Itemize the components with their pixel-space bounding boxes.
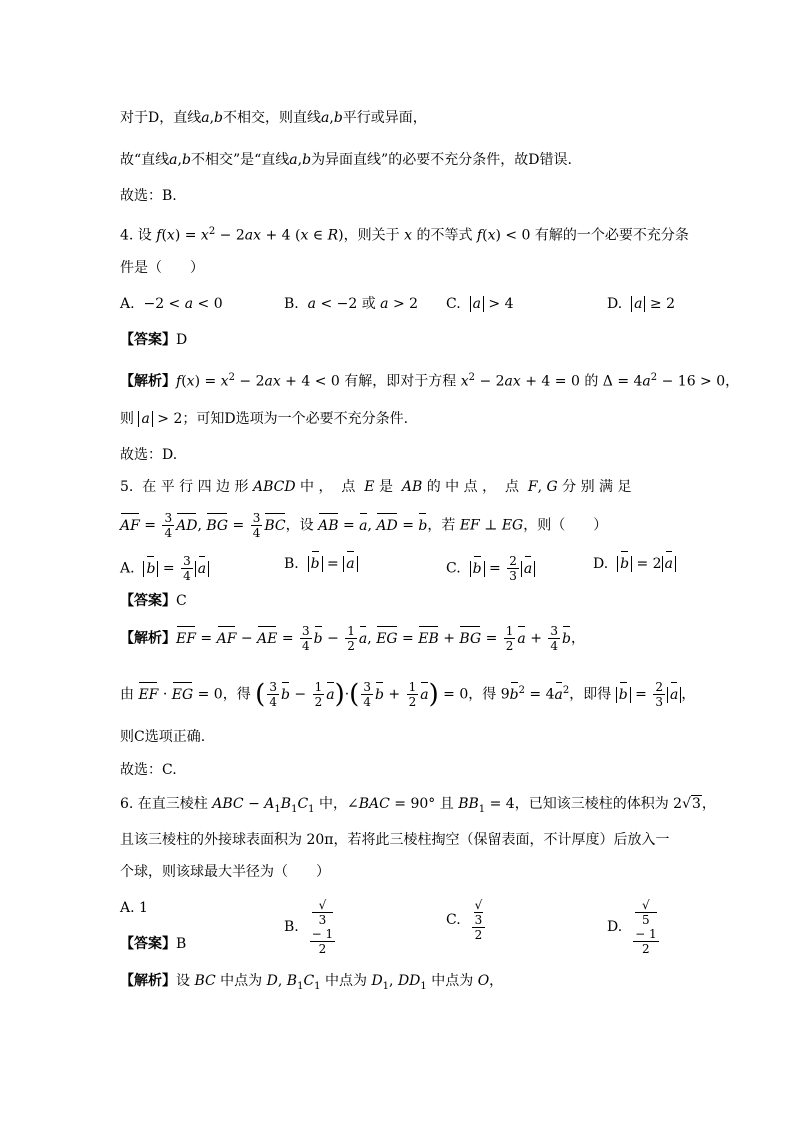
q5-stem-line-1: 5. 在 平 行 四 边 形 ABCD 中 ， 点 E 是 AB 的 中 点 ， 点 F, G 分 别 满 足 xyxy=(120,479,632,495)
q6-option-d: D. √ 5 − 1 2 xyxy=(607,898,657,956)
q5-option-c: C. b = $\frac{2}{3}$ a xyxy=(446,554,535,583)
q4-answer: 【答案】D xyxy=(120,332,188,348)
q6-option-b: B. √ 3 − 1 2 xyxy=(284,898,334,956)
q5-analysis-line-1: 【解析】EF = AF − AE = $\frac{3}{4}$ b − $\frac{1}{2}$ a, EG = EB + BG = $\frac{1}{2}$ a + $\frac{3}{4}$ b， xyxy=(120,624,586,653)
q4-option-a: A. −2 < a < 0 xyxy=(120,296,223,312)
q4-stem-line-2: 件是（ ） xyxy=(120,260,204,276)
q5-select: 故选：C. xyxy=(120,762,177,778)
q5-answer: 【答案】C xyxy=(120,593,187,609)
q4-option-b: B. a < −2 或 a > 2 xyxy=(284,296,419,312)
q6-option-c: C. √ 3 2 xyxy=(446,898,487,942)
answer-prev-line: 故选：B. xyxy=(120,188,177,204)
q5-option-d: D. b = 2 a xyxy=(593,554,676,574)
q6-stem-line-1: 6. 在直三棱柱 ABC − $A_1B_1C_1$ 中，∠BAC = 90° 且 $BB_1 = 4$，已知该三棱柱的体积为 2√3， xyxy=(120,796,716,815)
q5-option-a: A. b = $\frac{3}{4}$ a xyxy=(120,554,209,583)
q5-analysis-line-2: 由 EF · EG = 0，得 ( $\frac{3}{4}$ b − $\frac{1}{2}$ a)·( $\frac{3}{4}$ b + $\frac{1}{2}$ a) = 0，得 $9b^2 = 4a^2$，即得 b = $\frac{2}{3}$ a ， xyxy=(120,679,696,710)
q5-option-b: B. b = a xyxy=(284,554,358,574)
d-analysis-line: 对于D，直线a,b不相交，则直线a,b平行或异面， xyxy=(120,110,427,126)
q5-stem-line-2: AF = $\frac{3}{4}$ AD, BG = $\frac{3}{4}$ BC，设 AB = a, AD = b，若 EF ⊥ EG，则（ ） xyxy=(120,511,608,540)
q6-option-a: A. 1 xyxy=(120,900,148,916)
d-conclusion-line: 故“直线a,b不相交”是“直线a,b为异面直线”的必要不充分条件，故D错误. xyxy=(120,152,572,168)
q4-analysis-line-2: 则 a > 2；可知D选项为一个必要不充分条件. xyxy=(120,411,409,427)
q4-analysis-line-1: 【解析】$f(x) = x^2 - 2ax + 4 < 0$ 有解，即对于方程 $x^2 - 2ax + 4 = 0$ 的 $\Delta = 4a^2 - 16 > 0$， xyxy=(120,372,740,390)
q5-analysis-line-3: 则C选项正确. xyxy=(120,729,206,745)
q4-option-d: D. a ≥ 2 xyxy=(607,296,675,312)
q6-analysis-line-1: 【解析】设 BC 中点为 D, $B_1C_1$ 中点为 $D_1$, $DD_1$ 中点为 O， xyxy=(120,973,504,992)
q4-option-c: C. a > 4 xyxy=(446,296,514,312)
q4-stem-line-1: 4. 设 $f(x) = x^2 - 2ax + 4$ (x ∈ R)，则关于 x 的不等式 f(x) < 0 有解的一个必要不充分条 xyxy=(120,226,689,244)
q6-stem-line-2: 且该三棱柱的外接球表面积为 20π，若将此三棱柱掏空（保留表面，不计厚度）后放入一 xyxy=(120,832,670,848)
q4-select: 故选：D. xyxy=(120,447,178,463)
q6-answer: 【答案】B xyxy=(120,936,187,952)
q6-stem-line-3: 个球，则该球最大半径为（ ） xyxy=(120,864,330,880)
